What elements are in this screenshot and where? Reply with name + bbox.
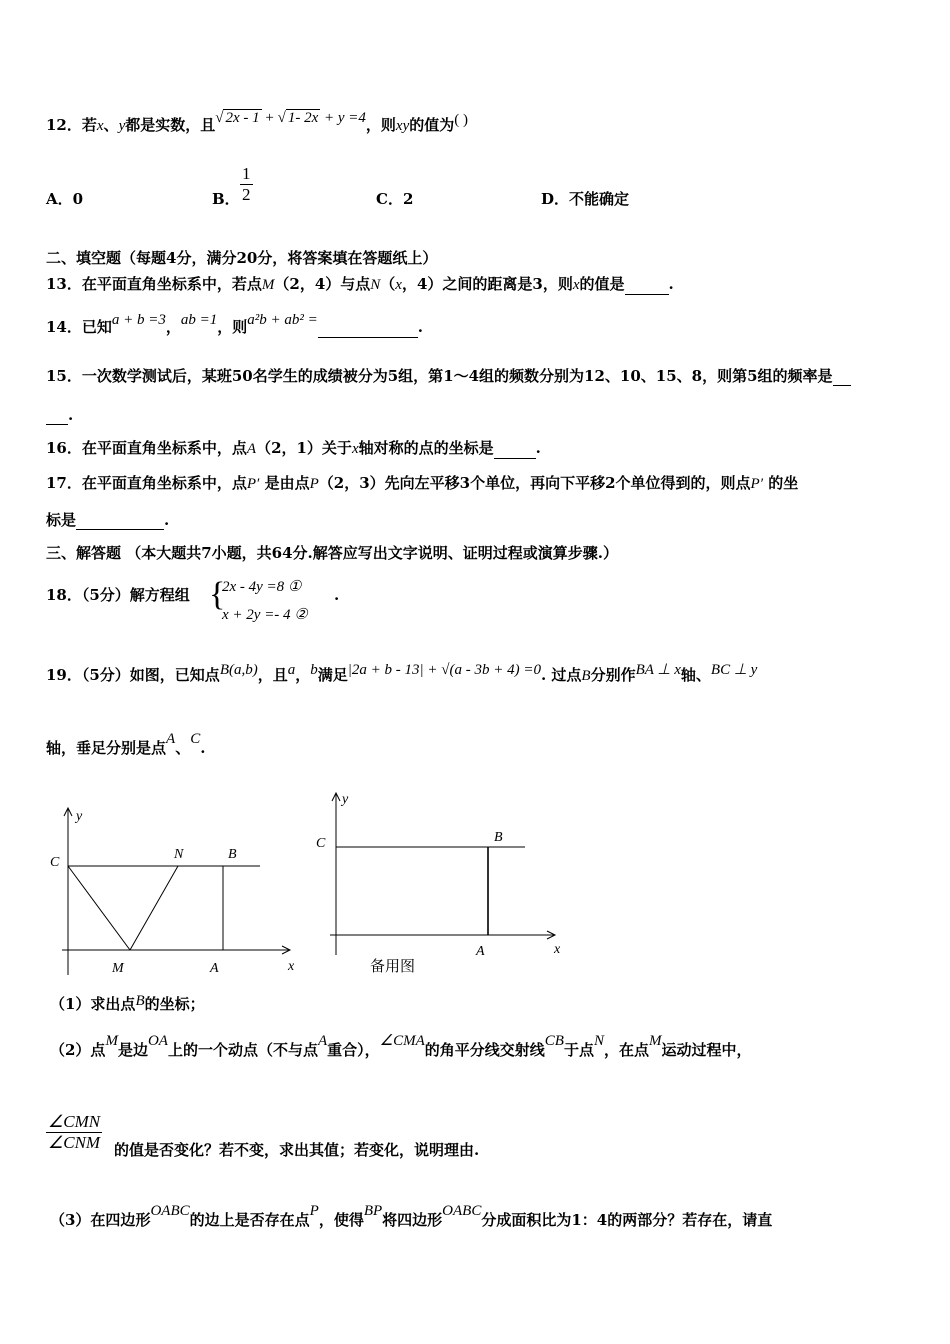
q17: 17．在平面直角坐标系中，点P′ 是由点P（2，3）先向左平移3个单位，再向下平移2个单位得到的，则点P′ 的坐 (46, 474, 799, 492)
fig1-label-n: N (174, 847, 184, 862)
q18-equation-2: x + 2y =- 4 ② (222, 607, 308, 623)
fig1-label-a: A (210, 961, 219, 976)
q17-answer-blank[interactable] (76, 513, 164, 530)
q16: 16．在平面直角坐标系中，点A（2，1）关于x轴对称的点的坐标是 . (46, 439, 541, 457)
fig2-label-b: B (494, 830, 503, 845)
fig1-label-m: M (112, 961, 124, 976)
q19-line2: 轴，垂足分别是点A、C. (46, 731, 206, 757)
q15-answer-blank-b[interactable] (46, 408, 68, 425)
section-3-heading: 三、解答题 （本大题共7小题，共64分.解答应写出文字说明、证明过程或演算步骤.） (46, 544, 618, 562)
fig1-line-mn (130, 866, 178, 950)
q18-end: . (334, 586, 340, 604)
q13-answer-blank[interactable] (625, 278, 669, 295)
q12-option-b: B． (212, 190, 240, 208)
fig2-label-c: C (316, 836, 326, 851)
q15-answer-blank-a[interactable] (833, 369, 851, 386)
q12-option-c: C．2 (376, 190, 414, 208)
q19-part3: （3）在四边形OABC的边上是否存在点P，使得BP将四边形OABC分成面积比为1：4的两部分？若存在，请直 (50, 1203, 773, 1229)
q15-line2: . (46, 405, 73, 425)
q14: 14．已知a + b =3，ab =1，则a²b + ab² = . (46, 312, 424, 336)
q12-option-d: D．不能确定 (541, 190, 630, 208)
figure-2 (300, 785, 580, 985)
q19-part2: （2）点M是边OA上的一个动点（不与点A重合），∠CMA的角平分线交射线CB于点N，在点M运动过程中， (50, 1033, 752, 1059)
fig2-label-a: A (476, 944, 485, 959)
section-2-heading: 二、填空题（每题4分，满分20分，将答案填在答题纸上） (46, 249, 438, 267)
q18-equation-1: 2x - 4y =8 ① (222, 579, 302, 595)
q18-brace: { (209, 576, 226, 613)
fig2-label-x: x (554, 942, 561, 957)
fig2-label-y: y (342, 792, 349, 807)
q12-option-b-fraction: $\frac{1}{2}$ (242, 164, 251, 204)
q14-answer-blank[interactable] (318, 321, 418, 338)
q13: 13．在平面直角坐标系中，若点M（2，4）与点N（x，4）之间的距离是3，则x的值是 . (46, 275, 674, 293)
q18: 18．（5分）解方程组 (46, 586, 190, 604)
q17-line2: 标是 . (46, 511, 170, 529)
fig1-line-cm (68, 866, 130, 950)
q19-stem: 19．（5分）如图，已知点B(a,b)，且a，b满足|2a + b - 13| + √(a - 3b + 4) =0. 过点B分别作BA ⊥ x轴、BC ⊥ y (46, 662, 758, 684)
fig1-label-c: C (50, 855, 60, 870)
q16-answer-blank[interactable] (494, 442, 536, 459)
fig1-label-y: y (76, 809, 83, 824)
q19-part2-tail: 的值是否变化？若不变，求出其值；若变化，说明理由. (114, 1141, 480, 1159)
fig1-label-b: B (228, 847, 237, 862)
q19-part2-fraction: ∠CMN ∠CNM (48, 1112, 101, 1152)
fig2-caption: 备用图 (370, 957, 416, 975)
q12-option-a: A．0 (46, 190, 84, 208)
q12-stem: 12．若x、y都是实数，且√ 2x - 1 + √ 1- 2x + y =4，则xy的值为( ) (46, 110, 469, 134)
fig1-label-x: x (288, 959, 295, 974)
q19-part1: （1）求出点B的坐标； (50, 993, 205, 1013)
figure-1 (40, 800, 310, 980)
q15: 15．一次数学测试后，某班50名学生的成绩被分为5组，第1～4组的频数分别为12、10、15、8，则第5组的频率是 (46, 366, 851, 386)
